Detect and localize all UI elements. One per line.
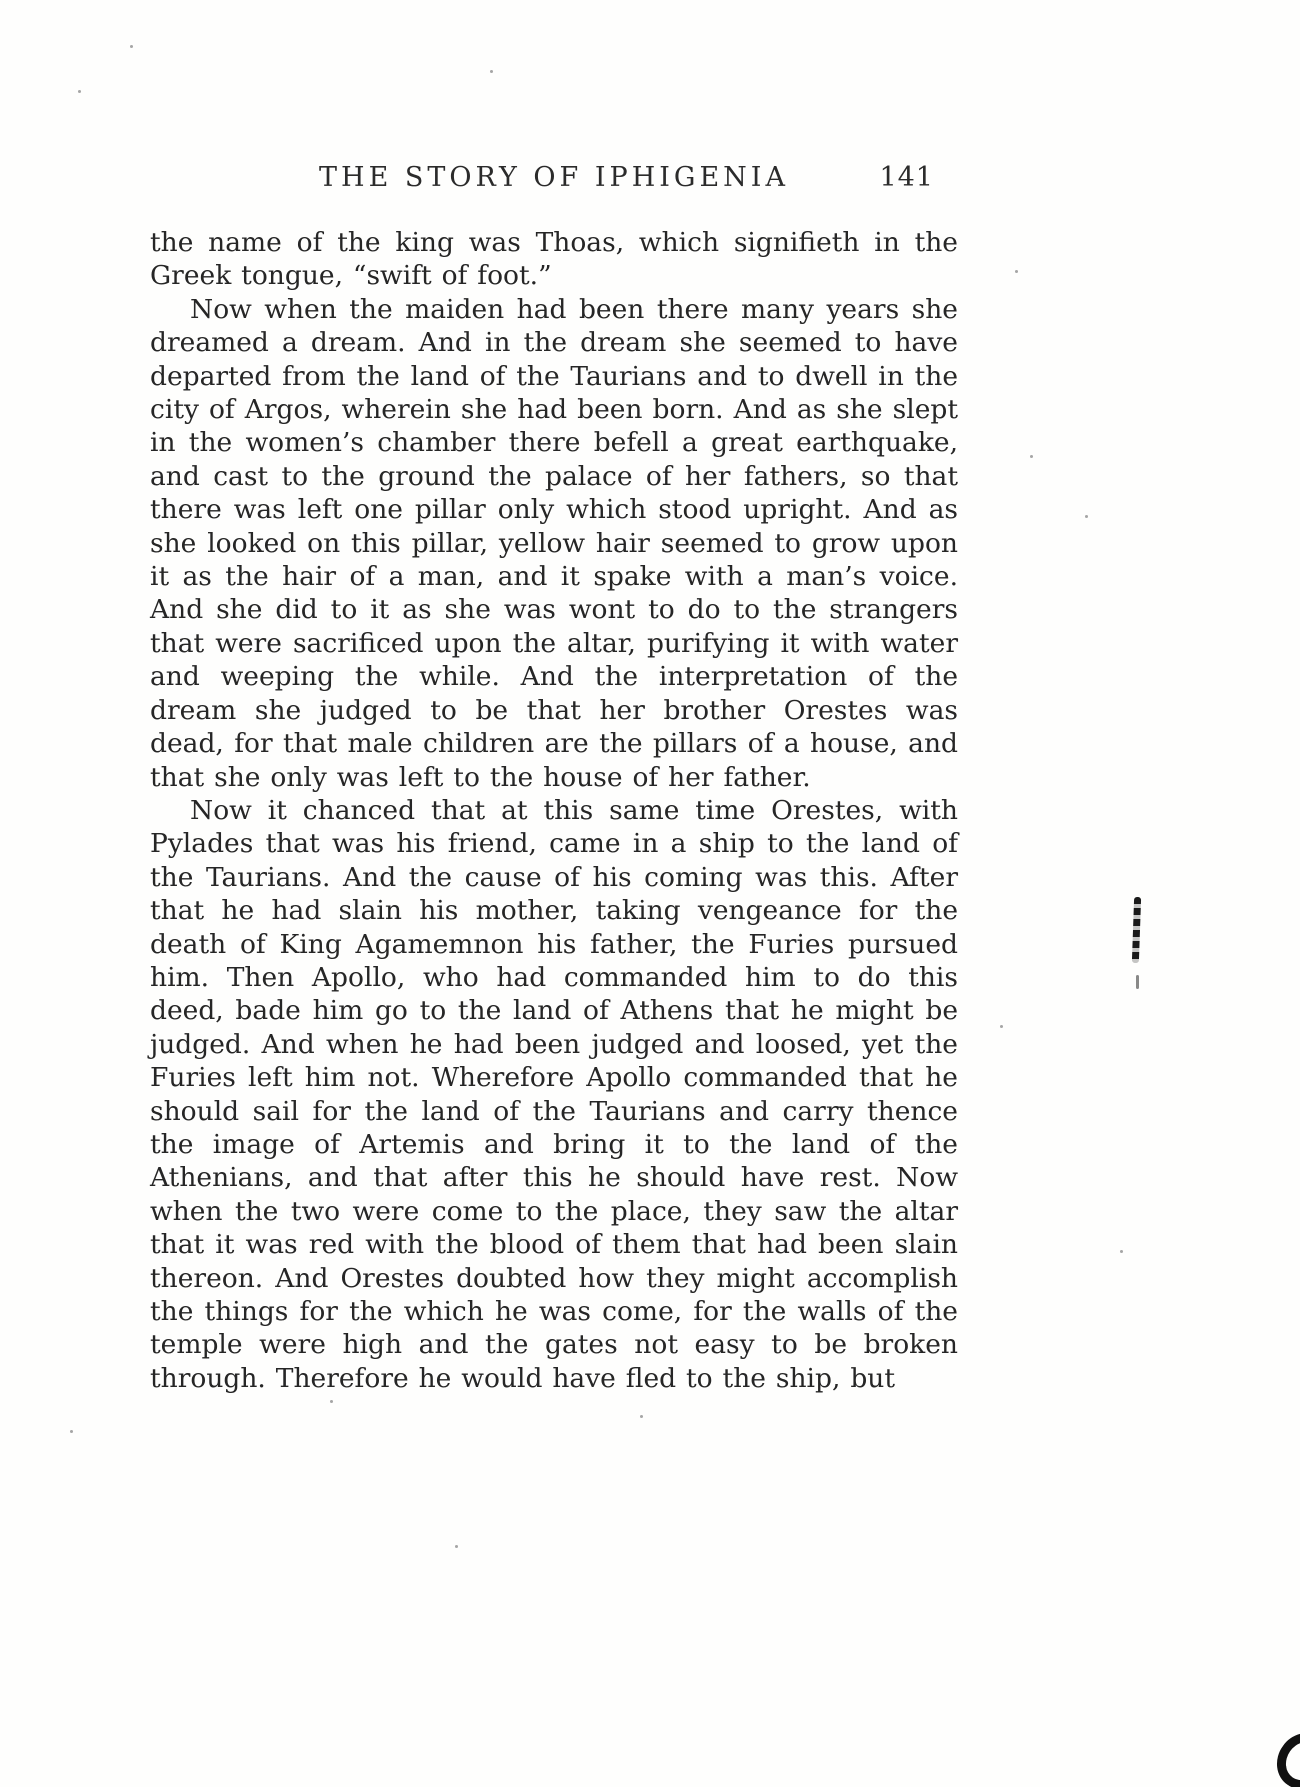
running-head	[150, 162, 958, 202]
scan-artifact-speck	[78, 90, 81, 93]
body-text	[150, 226, 958, 1395]
text-block	[150, 162, 958, 1395]
running-title: THE STORY OF IPHIGENIA	[319, 162, 789, 193]
scan-artifact-speck	[130, 45, 133, 48]
scan-artifact-speck	[330, 1400, 333, 1403]
scan-artifact-speck	[1120, 1250, 1123, 1253]
paragraph-orestes: Now it chanced that at this same time Orestes, with Pylades that was his friend, came in a ship to the land of the Taurians. And the cause of his coming was this. After that he had slain his mother, taking vengeance for the death of King Agamemnon his father, the Furies pursued him. Then Apollo, who had commanded him to do this deed, bade him go to the land of Athens that he might be judged. And when he had been judged and loosed, yet the Furies left him not. Wherefore Apollo commanded that he should sail for the land of the Taurians and carry thence the image of Artemis and bring it to the land of the Athenians, and that after this he should have rest. Now when the two were come to the place, they saw the altar that it was red with the blood of them that had been slain thereon. And Orestes doubted how they might accomplish the things for the which he was come, for the walls of the temple were high and the gates not easy to be broken through. Therefore he would have fled to the ship, but	[150, 794, 958, 1394]
scan-artifact-speck	[1085, 515, 1088, 518]
scan-artifact-speck	[640, 1415, 643, 1418]
scan-artifact-speck	[70, 1430, 73, 1433]
scan-artifact-ink-mark	[1132, 897, 1141, 963]
paragraph-dream: Now when the maiden had been there many years she dreamed a dream. And in the dream she seemed to have departed from the land of the Taurians and to dwell in the city of Argos, wherein she had been born. And as she slept in the women’s chamber there befell a great earthquake, and cast to the ground the palace of her fathers, so that there was left one pillar only which stood upright. And as she looked on this pillar, yellow hair seemed to grow upon it as the hair of a man, and it spake with a man’s voice. And she did to it as she was wont to do to the strangers that were sacrificed upon the altar, purifying it with water and weeping the while. And the interpretation of the dream she judged to be that her brother Orestes was dead, for that male children are the pillars of a house, and that she only was left to the house of her father.	[150, 293, 958, 793]
scan-artifact-speck	[1000, 1025, 1003, 1028]
scan-artifact-speck	[455, 1545, 458, 1548]
scan-artifact-speck	[490, 70, 493, 73]
scan-artifact-corner-mark	[1266, 1722, 1300, 1787]
scan-artifact-speck	[1030, 455, 1033, 458]
scan-artifact-ink-dot	[1136, 975, 1139, 989]
paragraph-continuation: the name of the king was Thoas, which signifieth in the Greek tongue, “swift of foot.”	[150, 227, 958, 292]
page-number: 141	[879, 162, 934, 193]
scan-artifact-speck	[1015, 270, 1018, 273]
